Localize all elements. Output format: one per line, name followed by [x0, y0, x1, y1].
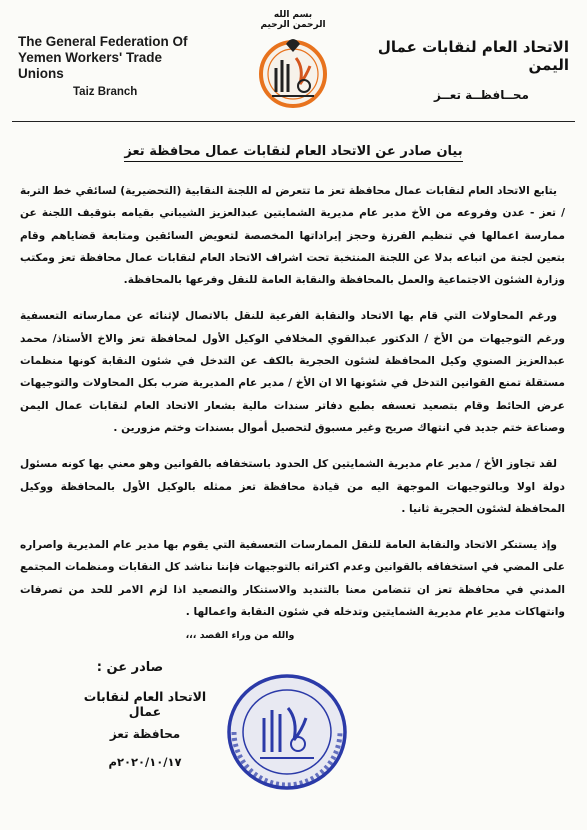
closing-phrase: والله من وراء القصد ،،،: [185, 630, 295, 641]
signature-org-line2: محافظة تعز: [109, 727, 181, 741]
header-english: [18, 34, 208, 98]
signature-org-line1: الاتحاد العام لنقابات عمال: [83, 689, 207, 719]
official-stamp-icon: [222, 670, 352, 795]
header-en-line1: The General Federation Of: [18, 34, 188, 49]
signature-date: ٢٠٢٠/١٠/١٧م: [108, 755, 182, 769]
header-ar-branch: محــافظــة تعــز: [434, 88, 529, 102]
document-body: [20, 180, 565, 637]
header-en-line2: Yemen Workers' Trade Unions: [18, 50, 163, 81]
body-paragraph-3: لقد تجاوز الأخ / مدير عام مديرية الشمايتين كل الحدود باستخفافه بالقوانين وهو معني بها كونه مسئول دولة اولا وبالتوجيهات الموجهة اليه من قيادة محافظة تعز ممثله بالوكيل الأول بالمحافظة ووكيل المحافظة لشئون الحجرية ثانيا .: [20, 458, 565, 515]
document-title: [20, 144, 567, 159]
document-title-text: بيان صادر عن الاتحاد العام لنقابات عمال محافظة تعز: [124, 144, 462, 162]
federation-logo-icon: [258, 24, 328, 114]
body-paragraph-2: ورغم المحاولات التي قام بها الاتحاد والنقابة الفرعية للنقل بالاتصال لإثنائه عن ممارساته التعسفية ورغم التوجيهات من الأخ / الدكتور عبدالقوي المخلافي الوكيل الأول لمحافظة تعز والاخ الأستاذ/ محمد عبدالعزيز الصنوي وكيل المحافظة لشئون الحجرية بالكف عن التدخل في شئون النقابة كونها منظمات مستقلة تمنع القوانين التدخل في شئونها الا ان الأخ / مدير عام المديرية ضرب بكل المحاولات والتوجيهات عرض الحائط وقام بتصعيد تعسفه بطبع دفاتر سندات مالية بشعار الاتحاد العام لنقابات عمال اليمن وصناعة ختم جديد في انتهاك صريح وغير مسبوق لتحصيل أموال بسندات وختم مزورين .: [20, 310, 565, 434]
signature-issued-by: صادر عن :: [96, 660, 164, 675]
body-paragraph-1: يتابع الاتحاد العام لنقابات عمال محافظة تعز ما تتعرض له اللجنة النقابية (التحضيرية) لسائقي خط التربة / تعز - عدن وفروعه من الأخ مدير عام مديرية الشمايتين عبدالعزيز الشيباني بقيامه بتوقيف اللجنة عن ممارسة اعمالها في تنظيم الفرزة وحجز إيراداتها المخصصة لتعويض السائقين ومتابعة قضاياهم وقام بتعين لجنة من اتباعه بدلا عن اللجنة المنتخبة تحت اشراف الاتحاد العام لنقابات عمال محافظة تعز ومكتب وزارة الشئون الاجتماعية والعمل بالمحافظة والنقابة العامة للنقل وفرعها بالمحافظة.: [20, 185, 565, 287]
signature-block: [70, 660, 220, 769]
header-en-branch: Taiz Branch: [73, 86, 138, 98]
body-paragraph-4: وإذ يستنكر الاتحاد والنقابة العامة للنقل الممارسات التعسفية التي يقوم بها مدير عام المديرية واصراره على المضي في استخفافه بالقوانين وعدم اكتراثه بالتوجيهات فإننا نناشد كل النقابات ومنظمات المجتمع المدني في محافظة تعز ان تتضامن معنا بالتنديد والاستنكار والتصعيد اذا لزم الامر للحد من تصرفات وانتهاكات مدير عام مديرية الشمايتين وتدخله في شئون النقابة واعمالها .: [20, 539, 565, 619]
header-logo: [258, 10, 328, 110]
header-divider: [12, 121, 575, 122]
header-ar-title: الاتحاد العام لنقابات عمال اليمن: [377, 38, 569, 74]
header-arabic: [359, 38, 569, 102]
header-calligraphy: بسم الله الرحمن الرحيم: [260, 10, 326, 30]
